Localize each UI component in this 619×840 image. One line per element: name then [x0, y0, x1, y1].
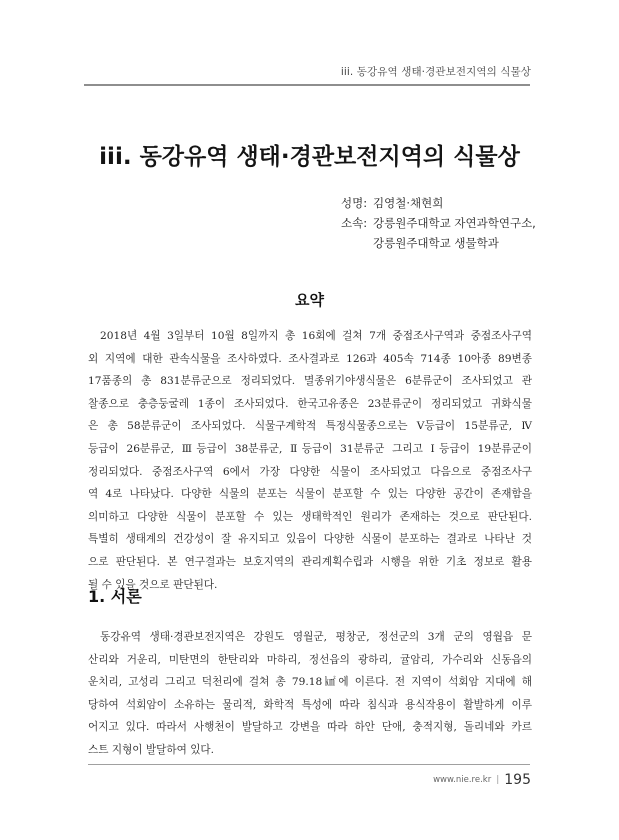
intro-line: 산리와 거운리, 미탄면의 한탄리와 마하리, 정선읍의 광하리, 귤암리, 가수리와 신동읍의 [88, 653, 532, 666]
abstract-line: 정리되었다. 중점조사구역 6에서 가장 다양한 식물이 조사되었고 다음으로 중점조사구 [88, 465, 532, 478]
page-number: 195 [504, 772, 531, 788]
affiliation-label: 소속: [341, 216, 368, 230]
author-block [341, 193, 536, 253]
footer-rule [88, 764, 530, 765]
header-rule [84, 84, 530, 86]
section-heading: 1. 서론 [88, 587, 142, 606]
abstract-line: 은 총 58분류군이 조사되었다. 식물구계학적 특정식물종으로는 V등급이 15분류군, Ⅳ [88, 420, 532, 433]
intro-line: 당하여 석회암이 소유하는 물리적, 화학적 특성에 따라 침식과 용식작용이 활발하게 이루 [88, 698, 532, 711]
affiliation-line-2: 강릉원주대학교 생물학과 [373, 236, 499, 250]
footer-separator: | [496, 775, 500, 785]
abstract-heading: 요약 [295, 291, 324, 309]
affiliation-row [341, 213, 536, 233]
footer-url: www.nie.re.kr [433, 775, 492, 785]
abstract-line: 으로 판단된다. 본 연구결과는 보호지역의 관리계획수립과 시행을 위한 기초 정보로 활용 [88, 555, 532, 568]
abstract-line: 역 4로 나타났다. 다양한 식물의 분포는 식물이 분포할 수 있는 다양한 공간이 존재함을 [88, 488, 532, 501]
abstract-line: 등급이 26분류군, Ⅲ등급이 38분류군, Ⅱ등급이 31분류군 그리고 Ⅰ등급이 19분류군이 [88, 442, 532, 455]
abstract-line: 될 수 있을 것으로 판단된다. [88, 578, 218, 591]
page-title: iii. 동강유역 생태·경관보전지역의 식물상 [99, 144, 520, 170]
abstract-line: 찰종으로 충층둥굴레 1종이 조사되었다. 한국고유종은 23분류군이 정리되었고 귀화식물 [88, 397, 532, 410]
abstract-line: 외 지역에 대한 관속식물을 조사하였다. 조사결과로 126과 405속 714종 10아종 89변종 [88, 352, 532, 365]
page-footer [433, 772, 531, 788]
running-header: iii. 동강유역 생태·경관보전지역의 식물상 [340, 66, 531, 78]
abstract-line: 의미하고 다양한 식물이 분포할 수 있는 생태학적인 원리가 존재하는 것으로 판단된다. [88, 510, 532, 523]
abstract-body [88, 325, 532, 596]
intro-line: 동강유역 생태·경관보전지역은 강원도 영월군, 평창군, 정선군의 3개 군의 영월읍 문 [100, 631, 532, 643]
author-name-row [341, 193, 536, 213]
abstract-line: 2018년 4월 3일부터 10월 8일까지 총 16회에 걸쳐 7개 중점조사구역과 중점조사구역 [100, 330, 532, 342]
intro-line: 운치리, 고성리 그리고 덕천리에 걸쳐 총 79.18㎢에 이른다. 전 지역이 석회암 지대에 해 [88, 676, 532, 689]
author-names: 김영철·채현희 [373, 196, 444, 210]
abstract-line: 17품종의 총 831분류군으로 정리되었다. 멸종위기야생식물은 6분류군이 조사되었고 관 [88, 375, 532, 388]
intro-line: 어지고 있다. 따라서 사행천이 발달하고 강변을 따라 하안 단애, 충적지형, 돌리네와 카르 [88, 721, 532, 734]
intro-body [88, 626, 532, 762]
author-name-label: 성명: [341, 196, 368, 210]
affiliation-line-1: 강릉원주대학교 자연과학연구소, [373, 216, 536, 230]
intro-line: 스트 지형이 발달하여 있다. [88, 743, 215, 756]
abstract-line: 특별히 생태계의 건강성이 잘 유지되고 있음이 다양한 식물이 분포하는 결과로 나타난 것 [88, 533, 532, 546]
